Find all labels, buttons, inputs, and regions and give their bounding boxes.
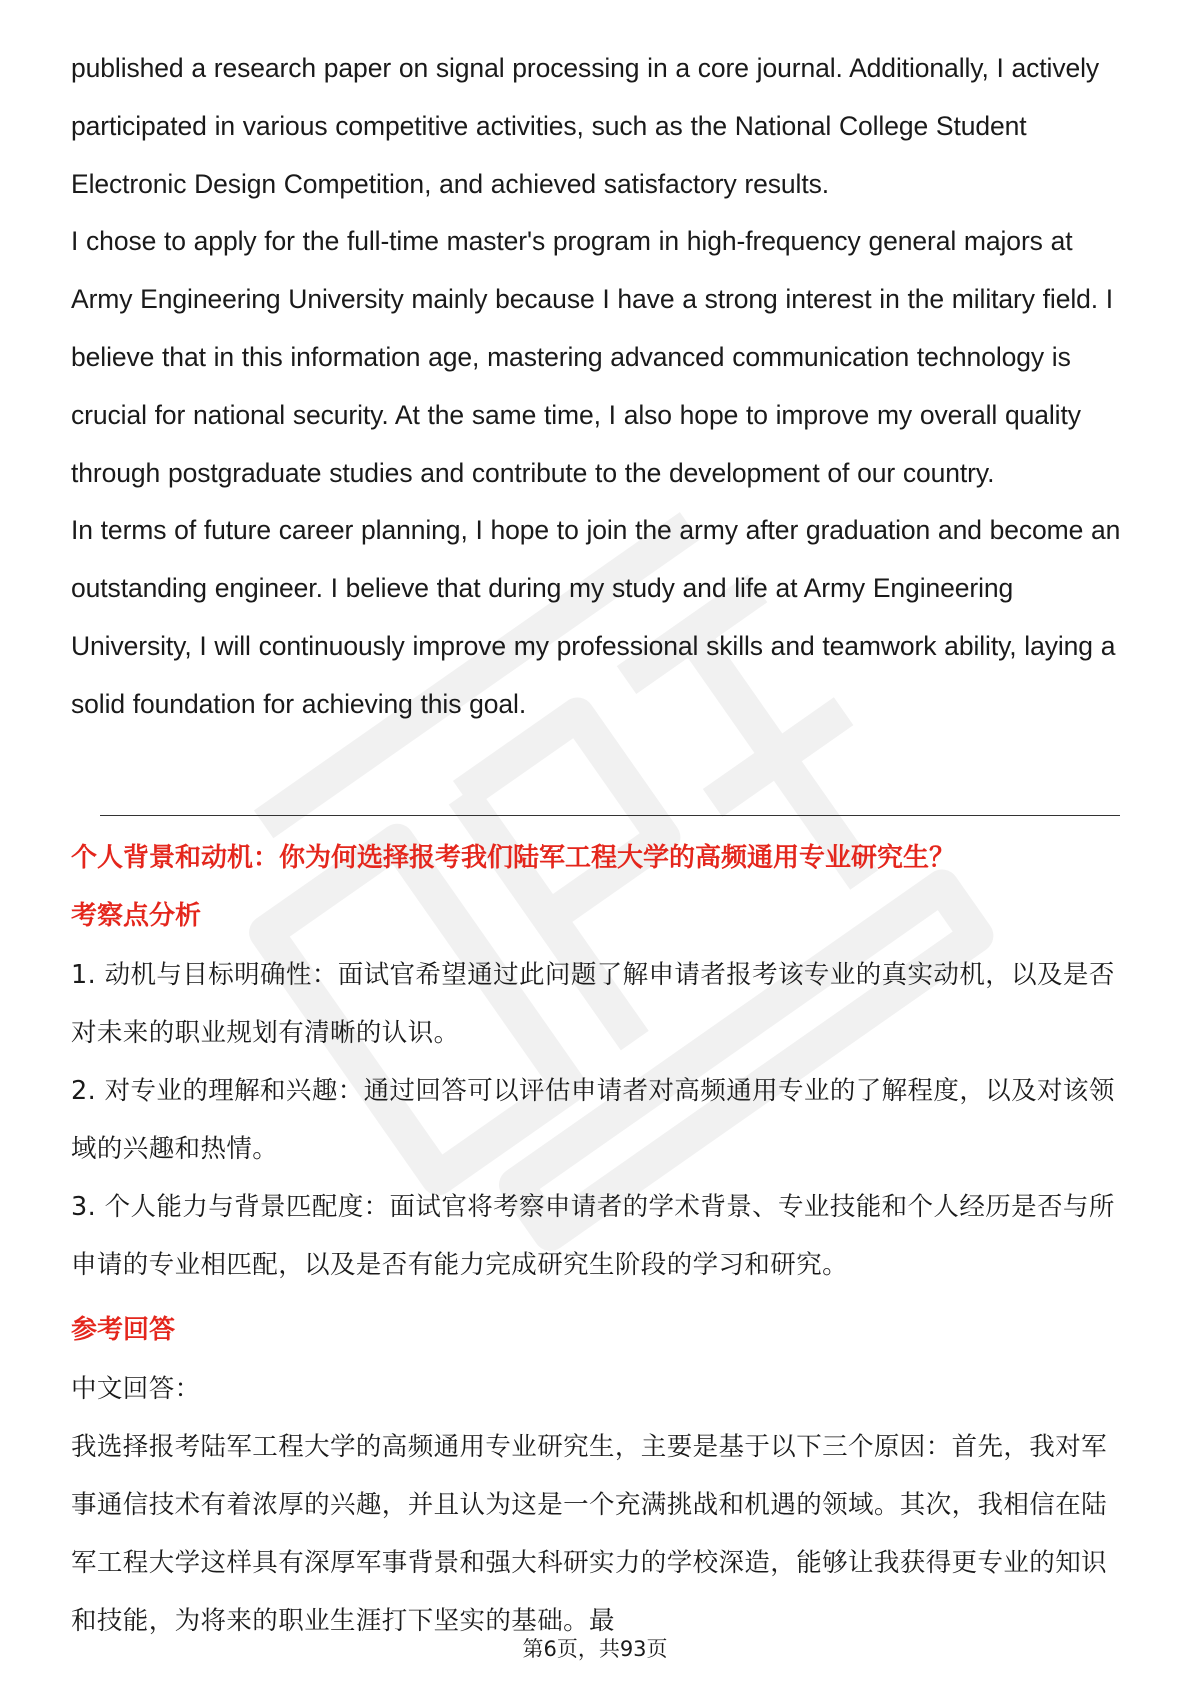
english-paragraph-1: published a research paper on signal processing in a core journal. Additionally, I actively participated in various competitive activities, such as the National College Student Electronic Design Competition, and achieved satisfactory results.	[71, 53, 1100, 199]
section-divider	[100, 815, 1120, 816]
page-number: 第6页，共93页	[522, 1637, 668, 1661]
answer-heading: 参考回答	[71, 1315, 176, 1345]
answer-text: 我选择报考陆军工程大学的高频通用专业研究生，主要是基于以下三个原因：首先，我对军事通信技术有着浓厚的兴趣，并且认为这是一个充满挑战和机遇的领域。其次，我相信在陆军工程大学这样具有深厚军事背景和强大科研实力的学校深造，能够让我获得更专业的知识和技能，为将来的职业生涯打下坚实的基础。最	[71, 1432, 1108, 1636]
analysis-heading: 考察点分析	[71, 901, 202, 931]
english-paragraph-2: I chose to apply for the full-time master's program in high-frequency general majors at Army Engineering University mainly because I have a strong interest in the military field. I believe that in this information age, mastering advanced communication technology is crucial for national security. At the same time, I also hope to improve my overall quality through postgraduate studies and contribute to the development of our country.	[71, 226, 1114, 488]
analysis-point-2: 2. 对专业的理解和兴趣：通过回答可以评估申请者对高频通用专业的了解程度，以及对该领域的兴趣和热情。	[71, 1076, 1115, 1164]
analysis-list	[71, 946, 1121, 1294]
question-section	[71, 830, 1121, 1650]
answer-label: 中文回答：	[71, 1374, 201, 1404]
analysis-point-3: 3. 个人能力与背景匹配度：面试官将考察申请者的学术背景、专业技能和个人经历是否与所申请的专业相匹配，以及是否有能力完成研究生阶段的学习和研究。	[71, 1192, 1115, 1280]
english-paragraph-3: In terms of future career planning, I hope to join the army after graduation and become an outstanding engineer. I believe that during my study and life at Army Engineering University, I will continuously improve my professional skills and teamwork ability, laying a solid foundation for achieving this goal.	[71, 515, 1121, 719]
analysis-point-1: 1. 动机与目标明确性：面试官希望通过此问题了解申请者报考该专业的真实动机，以及是否对未来的职业规划有清晰的认识。	[71, 960, 1115, 1048]
english-answer-section	[71, 40, 1121, 734]
question-title: 个人背景和动机：你为何选择报考我们陆军工程大学的高频通用专业研究生？	[71, 843, 956, 873]
